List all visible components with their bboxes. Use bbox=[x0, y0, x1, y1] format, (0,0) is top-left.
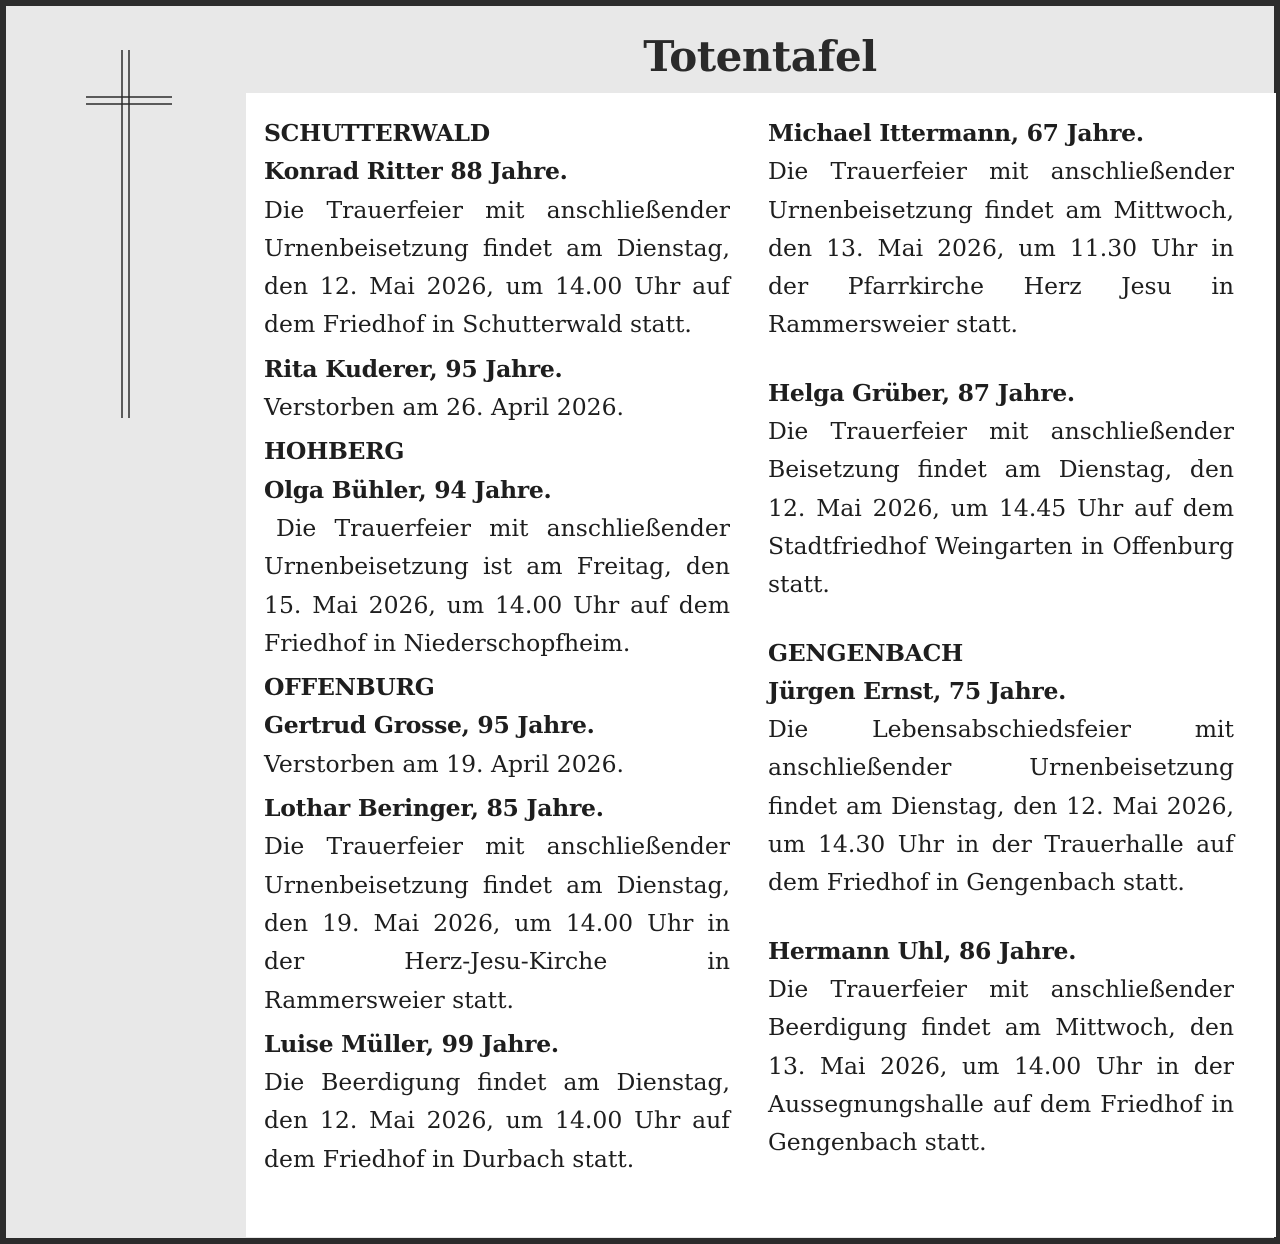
obituary-entry bbox=[768, 374, 1234, 604]
page-title: Totentafel bbox=[643, 32, 877, 81]
cross-icon bbox=[82, 46, 178, 426]
obituary-entry bbox=[264, 789, 730, 1019]
obituary-text: Die Trauerfeier mit anschließender Urnenbeisetzung findet am Dienstag, den 19. Mai 2026, um 14.00 Uhr in der Herz-Jesu-Kirche in Rammersweier statt. bbox=[264, 832, 730, 1014]
obituary-text: Die Trauerfeier mit anschließender Urnenbeisetzung ist am Freitag, den 15. Mai 2026, um 14.00 Uhr auf dem Friedhof in Niederschopfheim. bbox=[264, 513, 730, 657]
obituary-text: Die Trauerfeier mit anschließender Urnenbeisetzung findet am Mittwoch, den 13. Mai 2026, um 11.30 Uhr in der Pfarrkirche Herz Jesu in Rammersweier statt. bbox=[768, 157, 1234, 339]
obituary-name: Michael Ittermann, 67 Jahre. bbox=[768, 119, 1144, 147]
obituary-name: Gertrud Grosse, 95 Jahre. bbox=[264, 711, 595, 740]
obituary-name: Jürgen Ernst, 75 Jahre. bbox=[768, 676, 1066, 705]
obituary-text: Die Trauerfeier mit anschließender Beerdigung findet am Mittwoch, den 13. Mai 2026, um 14.00 Uhr in der Aussegnungshalle auf dem Friedhof in Gengenbach statt. bbox=[768, 974, 1234, 1157]
obituary-entry bbox=[264, 1025, 730, 1178]
right-column bbox=[768, 114, 1234, 1161]
obituary-text: Verstorben am 26. April 2026. bbox=[264, 393, 625, 422]
section-heading: GENGENBACH bbox=[768, 638, 963, 667]
obituary-name: Rita Kuderer, 95 Jahre. bbox=[264, 354, 563, 383]
section-heading: HOHBERG bbox=[264, 437, 405, 466]
obituary-text: Die Trauerfeier mit anschließender Urnenbeisetzung findet am Dienstag, den 12. Mai 2026, um 14.00 Uhr auf dem Friedhof in Schutterwald statt. bbox=[264, 195, 730, 339]
obituary-name: Olga Bühler, 94 Jahre. bbox=[264, 475, 552, 504]
obituary-text: Die Beerdigung findet am Dienstag, den 12. Mai 2026, um 14.00 Uhr auf dem Friedhof in Durbach statt. bbox=[264, 1068, 730, 1173]
obituary-name: Helga Grüber, 87 Jahre. bbox=[768, 378, 1075, 407]
obituary-name: Luise Müller, 99 Jahre. bbox=[264, 1029, 559, 1058]
obituary-name: Hermann Uhl, 86 Jahre. bbox=[768, 936, 1077, 965]
obituary-entry bbox=[768, 932, 1234, 1162]
obituary-entry bbox=[768, 114, 1234, 344]
obituary-text: Verstorben am 19. April 2026. bbox=[264, 749, 625, 778]
section-schutterwald bbox=[264, 114, 730, 344]
section-offenburg bbox=[264, 668, 730, 783]
section-heading: SCHUTTERWALD bbox=[264, 119, 490, 147]
obituary-text: Die Lebensabschiedsfeier mit anschließender Urnenbeisetzung findet am Dienstag, den 12. Mai 2026, um 14.30 Uhr in der Trauerhalle auf dem Friedhof in Gengenbach statt. bbox=[768, 715, 1234, 897]
section-gengenbach bbox=[768, 634, 1234, 902]
obituary-entry bbox=[264, 350, 730, 427]
obituary-text: Die Trauerfeier mit anschließender Beisetzung findet am Dienstag, den 12. Mai 2026, um 14.45 Uhr auf dem Stadtfriedhof Weingarten in Offenburg statt. bbox=[768, 417, 1234, 599]
section-heading: OFFENBURG bbox=[264, 673, 435, 702]
section-hohberg bbox=[264, 432, 730, 662]
obituary-name: Konrad Ritter 88 Jahre. bbox=[264, 157, 568, 186]
left-column bbox=[264, 114, 730, 1178]
obituary-name: Lothar Beringer, 85 Jahre. bbox=[264, 794, 604, 823]
